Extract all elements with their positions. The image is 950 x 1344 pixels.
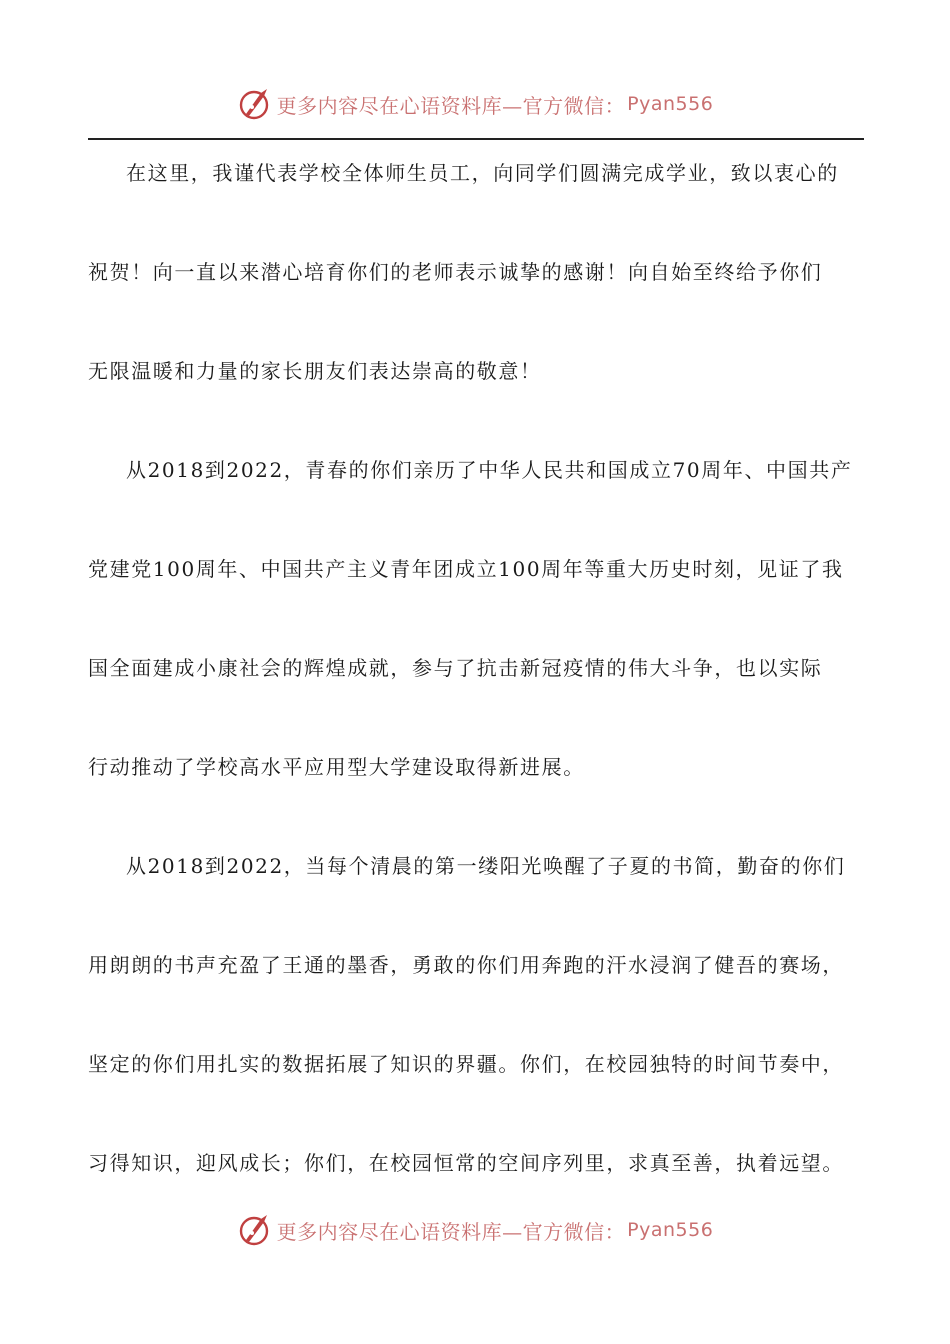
text-line: 从2018到2022，青春的你们亲历了中华人民共和国成立70周年、中国共产	[126, 458, 853, 482]
footer-wechat-id: Pyan556	[627, 1219, 714, 1241]
header-divider	[88, 138, 864, 140]
quill-logo-icon	[237, 1213, 271, 1247]
quill-logo-icon	[237, 87, 271, 121]
text-line: 习得知识，迎风成长；你们，在校园恒常的空间序列里，求真至善，执着远望。	[88, 1151, 844, 1175]
header-banner	[0, 84, 950, 124]
header-wechat-id: Pyan556	[627, 93, 714, 115]
text-line: 从2018到2022，当每个清晨的第一缕阳光唤醒了子夏的书简，勤奋的你们	[126, 854, 846, 878]
text-line: 无限温暖和力量的家长朋友们表达崇高的敬意！	[88, 359, 542, 383]
text-line: 用朗朗的书声充盈了王通的墨香，勇敢的你们用奔跑的汗水浸润了健吾的赛场，	[88, 953, 844, 977]
text-line: 祝贺！向一直以来潜心培育你们的老师表示诚挚的感谢！向自始至终给予你们	[88, 260, 823, 284]
footer-banner	[0, 1210, 950, 1250]
text-line: 在这里，我谨代表学校全体师生员工，向同学们圆满完成学业，致以衷心的	[126, 161, 839, 185]
header-brand-text: 更多内容尽在心语资料库—官方微信：	[276, 93, 626, 118]
document-body	[88, 144, 868, 1233]
text-line: 坚定的你们用扎实的数据拓展了知识的界疆。你们，在校园独特的时间节奏中，	[88, 1052, 844, 1076]
text-line: 行动推动了学校高水平应用型大学建设取得新进展。	[88, 755, 585, 779]
text-line: 国全面建成小康社会的辉煌成就，参与了抗击新冠疫情的伟大斗争，也以实际	[88, 656, 823, 680]
text-line: 党建党100周年、中国共产主义青年团成立100周年等重大历史时刻，见证了我	[88, 557, 844, 581]
footer-brand-text: 更多内容尽在心语资料库—官方微信：	[276, 1219, 626, 1244]
